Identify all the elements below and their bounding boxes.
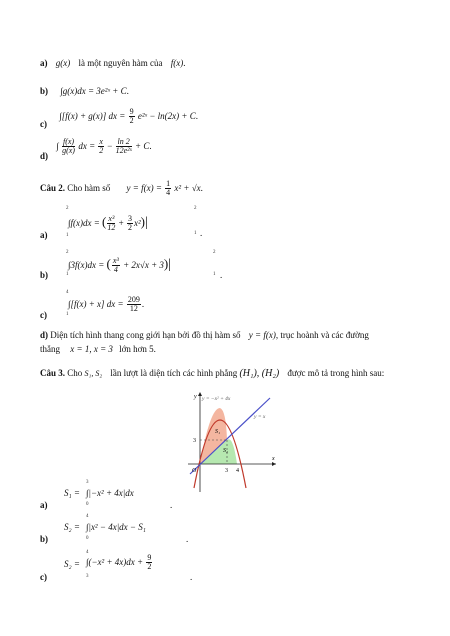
item-text: , trục hoành và các đường xyxy=(275,330,369,340)
item-text: Diện tích hình thang cong giới hạn bởi đồ thị hàm số xyxy=(50,330,241,340)
period: . xyxy=(141,298,145,309)
line-label: y = x xyxy=(254,414,266,420)
period: . xyxy=(195,110,198,121)
item-label: a) xyxy=(40,58,48,68)
math-regions: (H₁), (H₂) xyxy=(239,368,280,379)
item-label: a) xyxy=(40,230,48,240)
math-lhs: ∫f(x)dx = xyxy=(68,218,100,228)
integrand: ∫|−x² + 4x|dx xyxy=(86,488,134,498)
fraction: $\frac{9}{2}$ xyxy=(147,553,152,572)
item-label: d) xyxy=(40,150,49,161)
math-rhs: e²ˣ − ln(2x) + C xyxy=(137,110,196,121)
fraction: $\frac{9}{2}$ xyxy=(129,107,134,126)
item-text: được mô tả trong hình sau: xyxy=(287,368,385,378)
math-lhs: S₂ = xyxy=(64,559,80,569)
fraction: $\frac{209}{12}$ xyxy=(127,295,140,314)
period: . xyxy=(170,500,173,510)
tick-x4: 4 xyxy=(236,468,239,474)
y-axis-label: y xyxy=(194,394,197,400)
fraction: $\frac{1}{4}$ xyxy=(166,179,171,198)
fraction: $\frac{3}{2}$ xyxy=(127,214,132,233)
item-text: là một nguyên hàm của xyxy=(78,58,163,68)
math-mid: dx = xyxy=(78,140,96,151)
upper-limit: 2 xyxy=(66,250,69,255)
lower-limit: 1 xyxy=(66,233,69,238)
period: . xyxy=(126,86,129,96)
period: . xyxy=(220,270,223,280)
period: . xyxy=(190,572,193,582)
math-lhs: ∫[f(x) + x] dx = xyxy=(68,298,124,309)
item-label: b) xyxy=(40,86,49,96)
q2-header xyxy=(40,180,203,198)
period: . xyxy=(200,182,203,193)
math-lhs: ∫[f(x) + g(x)] dx = xyxy=(59,110,126,121)
item-label: d) xyxy=(40,330,49,340)
eval-lower: 1 xyxy=(213,272,216,277)
math-lines: x = 1, x = 3 xyxy=(70,344,113,355)
math-func: y = f(x) = xyxy=(126,182,162,193)
math-f: f(x) xyxy=(170,58,184,68)
math-lhs: S₂ = xyxy=(64,522,80,532)
math-g: g(x) xyxy=(55,58,71,68)
fraction: $\frac{\text{x³}}{4}$ xyxy=(112,256,119,275)
q1-item-d: d) ∫ $\frac{f(x)}{g(x)}$ dx = $\frac{x}{2}$ − $\frac{\ln 2}{\text{12e²ˣ}}$ + C. xyxy=(40,137,152,161)
q1-item-c xyxy=(40,108,198,130)
lower-limit: 0 xyxy=(86,502,89,507)
period: . xyxy=(183,58,186,68)
s1-label: S₁ xyxy=(215,429,221,435)
upper-limit: 2 xyxy=(66,206,69,211)
item-label: b) xyxy=(40,534,49,544)
eval-upper: 2 xyxy=(194,206,197,211)
math-rhs: x² xyxy=(133,218,141,228)
item-text: thẳng xyxy=(40,344,60,355)
item-label: c) xyxy=(40,310,47,320)
math-rhs: + C xyxy=(135,140,150,151)
lower-limit: 1 xyxy=(66,312,69,317)
fraction: $\frac{\ln 2}{\text{12e²ˣ}}$ xyxy=(115,137,132,156)
math-vars: S₁, S₂ xyxy=(84,369,103,378)
item-label: c) xyxy=(40,572,47,582)
x-axis-label: x xyxy=(272,456,275,462)
fraction: $\frac{\text{x³}}{12}$ xyxy=(107,214,116,233)
period: . xyxy=(200,228,203,238)
curve-label: y = −x² + 4x xyxy=(202,396,231,402)
item-label: a) xyxy=(40,500,48,510)
upper-limit: 4 xyxy=(86,514,89,519)
upper-limit: 4 xyxy=(66,290,69,295)
eval-upper: 2 xyxy=(213,250,216,255)
q2-item-d xyxy=(40,328,440,357)
item-text: lần lượt là diện tích các hình phẳng xyxy=(110,368,238,378)
q3-header xyxy=(40,368,384,380)
eval-lower: 1 xyxy=(194,231,197,236)
origin-label: O xyxy=(192,468,197,474)
integrand: ∫(−x² + 4x)dx + xyxy=(86,556,144,567)
plus: + xyxy=(118,218,124,228)
minus: − xyxy=(107,140,113,151)
math-lhs: S₁ = xyxy=(64,488,80,498)
s2-label: S₂ xyxy=(223,448,229,454)
upper-limit: 3 xyxy=(86,480,89,485)
period: . xyxy=(149,140,152,151)
period: . xyxy=(186,534,189,544)
q1-item-a xyxy=(40,58,185,69)
upper-limit: 4 xyxy=(86,550,89,555)
question-title: Câu 3. xyxy=(40,368,66,378)
math-func: y = f(x) xyxy=(248,330,276,340)
fraction: $\frac{f(x)}{g(x)}$ xyxy=(62,137,75,156)
question-intro: Cho hàm số xyxy=(67,182,111,193)
math-rhs: x² + √x xyxy=(174,182,201,193)
lower-limit: 3 xyxy=(86,574,89,579)
math-lhs: ∫3f(x)dx = xyxy=(68,260,105,270)
lower-limit: 1 xyxy=(66,272,69,277)
question-intro: Cho xyxy=(67,368,83,378)
area-graph xyxy=(180,388,280,496)
item-label: b) xyxy=(40,270,49,280)
question-title: Câu 2. xyxy=(40,182,66,193)
item-label: c) xyxy=(40,118,47,129)
q1-item-b xyxy=(40,86,129,97)
fraction: $\frac{x}{2}$ xyxy=(99,137,104,156)
integrand: ∫|x² − 4x|dx − S₁ xyxy=(86,522,146,532)
lower-limit: 0 xyxy=(86,536,89,541)
tick-y3: 3 xyxy=(193,438,196,444)
item-text: lớn hơn 5. xyxy=(119,344,156,355)
math-rhs: + 2x√x + 3 xyxy=(123,260,164,270)
math-formula: ∫g(x)dx = 3e²ˣ + C xyxy=(60,86,127,96)
tick-x3: 3 xyxy=(225,468,228,474)
